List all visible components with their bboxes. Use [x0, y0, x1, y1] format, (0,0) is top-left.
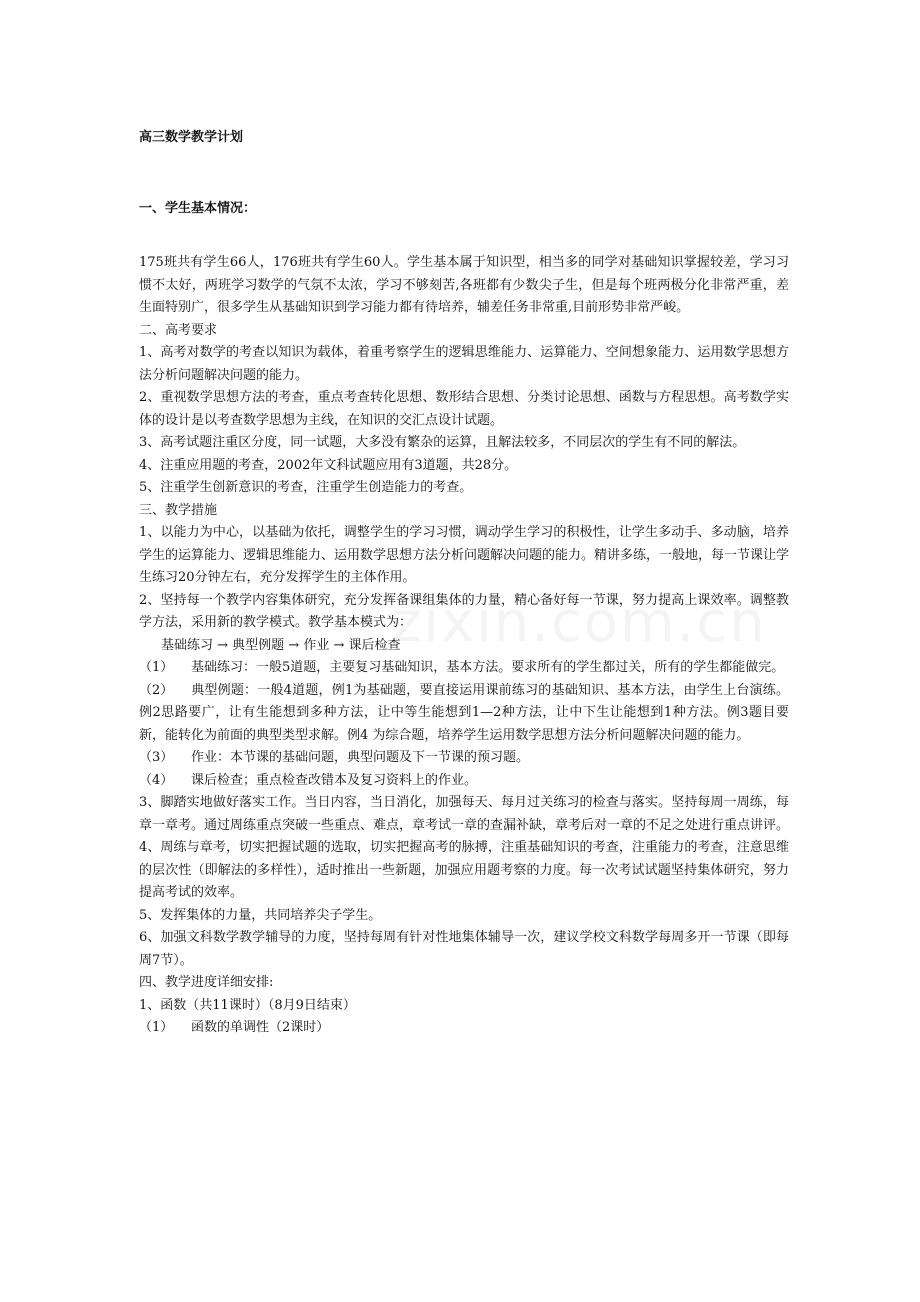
paragraph: 6、加强文科数学教学辅导的力度，坚持每周有针对性地集体辅导一次，建议学校文科数学每周多开一节课（即每周7节）。	[139, 930, 789, 968]
paragraph: 5、注重学生创新意识的考查，注重学生创造能力的考查。	[139, 480, 473, 495]
list-item	[139, 1017, 789, 1040]
list-item	[139, 680, 789, 748]
paragraph-student-situation: 175班共有学生66人，176班共有学生60人。学生基本属于知识型，相当多的同学对基础知识掌握较差，学习习惯不太好，两班学习数学的气氛不太浓，学习不够刻苦,各班都有少数尖子生，但是每个班两极分化非常严重，差生面特别广，很多学生从基础知识到学习能力都有待培养，辅差任务非常重,目前形势非常严峻。	[139, 255, 789, 315]
list-number: （3）	[139, 750, 174, 765]
teaching-model-flow: 基础练习 → 典型例题 → 作业 → 课后检查	[161, 637, 401, 653]
paragraph: 2、重视数学思想方法的考查，重点考查转化思想、数形结合思想、分类讨论思想、函数与方程思想。高考数学实体的设计是以考查数学思想为主线，在知识的交汇点设计试题。	[139, 390, 789, 428]
paragraph: 1、高考对数学的考查以知识为载体，着重考察学生的逻辑思维能力、运算能力、空间想象能力、运用数学思想方法分析问题解决问题的能力。	[139, 345, 789, 383]
list-item-text: 基础练习：一般5道题，主要复习基础知识，基本方法。要求所有的学生都过关，所有的学生都能做完。	[191, 660, 785, 675]
paragraph: 2、坚持每一个教学内容集体研究，充分发挥备课组集体的力量，精心备好每一节课，努力提高上课效率。调整教学方法，采用新的教学模式。教学基本模式为：	[139, 592, 789, 630]
list-item	[139, 770, 789, 793]
list-item-text: 课后检查；重点检查改错本及复习资料上的作业。	[191, 772, 478, 788]
list-number: （1）	[139, 660, 174, 675]
section-heading-student-situation: 一、学生基本情况：	[139, 201, 257, 216]
list-item	[139, 747, 789, 770]
list-item-text: 函数的单调性（2课时）	[191, 1020, 330, 1035]
section-heading-exam-requirements: 二、高考要求	[139, 322, 218, 338]
list-number: （1）	[139, 1020, 174, 1035]
list-number: （2）	[139, 682, 174, 698]
list-item	[139, 657, 789, 680]
list-item-text: 作业：本节课的基础问题，典型问题及下一节课的预习题。	[191, 750, 530, 765]
paragraph: 4、周练与章考，切实把握试题的选取，切实把握高考的脉搏，注重基础知识的考查，注重能力的考查，注意思维的层次性（即解法的多样性），适时推出一些新题，加强应用题考察的力度。每一次考试试题坚持集体研究，努力提高考试的效率。	[139, 840, 789, 900]
list-item-text: 典型例题：一般4道题，例1为基础题，要直接运用课前练习的基础知识、基本方法，由学生上台演练。例2思路要广，让有生能想到多种方法，让中等生能想到1—2种方法，让中下生让能想到1种方法。例3题目要新，能转化为前面的典型类型求解。例4 为综合题，培养学生运用数学思想方法分析问题解决问题的能力。	[139, 682, 789, 743]
paragraph: 1、以能力为中心，以基础为依托，调整学生的学习习惯，调动学生学习的积极性，让学生多动手、多动脑，培养学生的运算能力、逻辑思维能力、运用数学思想方法分析问题解决问题的能力。精讲多练，一般地，每一节课让学生练习20分钟左右，充分发挥学生的主体作用。	[139, 525, 790, 585]
section-heading-teaching-measures: 三、教学措施	[139, 502, 218, 518]
document-body	[139, 252, 789, 1040]
paragraph: 4、注重应用题的考查，2002年文科试题应用有3道题，共28分。	[139, 457, 518, 473]
document-title: 高三数学教学计划	[139, 130, 244, 145]
paragraph: 3、脚踏实地做好落实工作。当日内容，当日消化，加强每天、每月过关练习的检查与落实。坚持每周一周练，每章一章考。通过周练重点突破一些重点、难点，章考试一章的查漏补缺，章考后对一章的不足之处进行重点讲评。	[139, 795, 790, 833]
list-number: （4）	[139, 772, 174, 788]
paragraph: 5、发挥集体的力量，共同培养尖子学生。	[139, 907, 382, 923]
section-heading-schedule: 四、教学进度详细安排:	[139, 975, 274, 990]
paragraph: 3、高考试题注重区分度，同一试题，大多没有繁杂的运算，且解法较多，不同层次的学生有不同的解法。	[139, 435, 746, 450]
paragraph: 1、函数（共11课时）（8月9日结束）	[139, 997, 356, 1013]
